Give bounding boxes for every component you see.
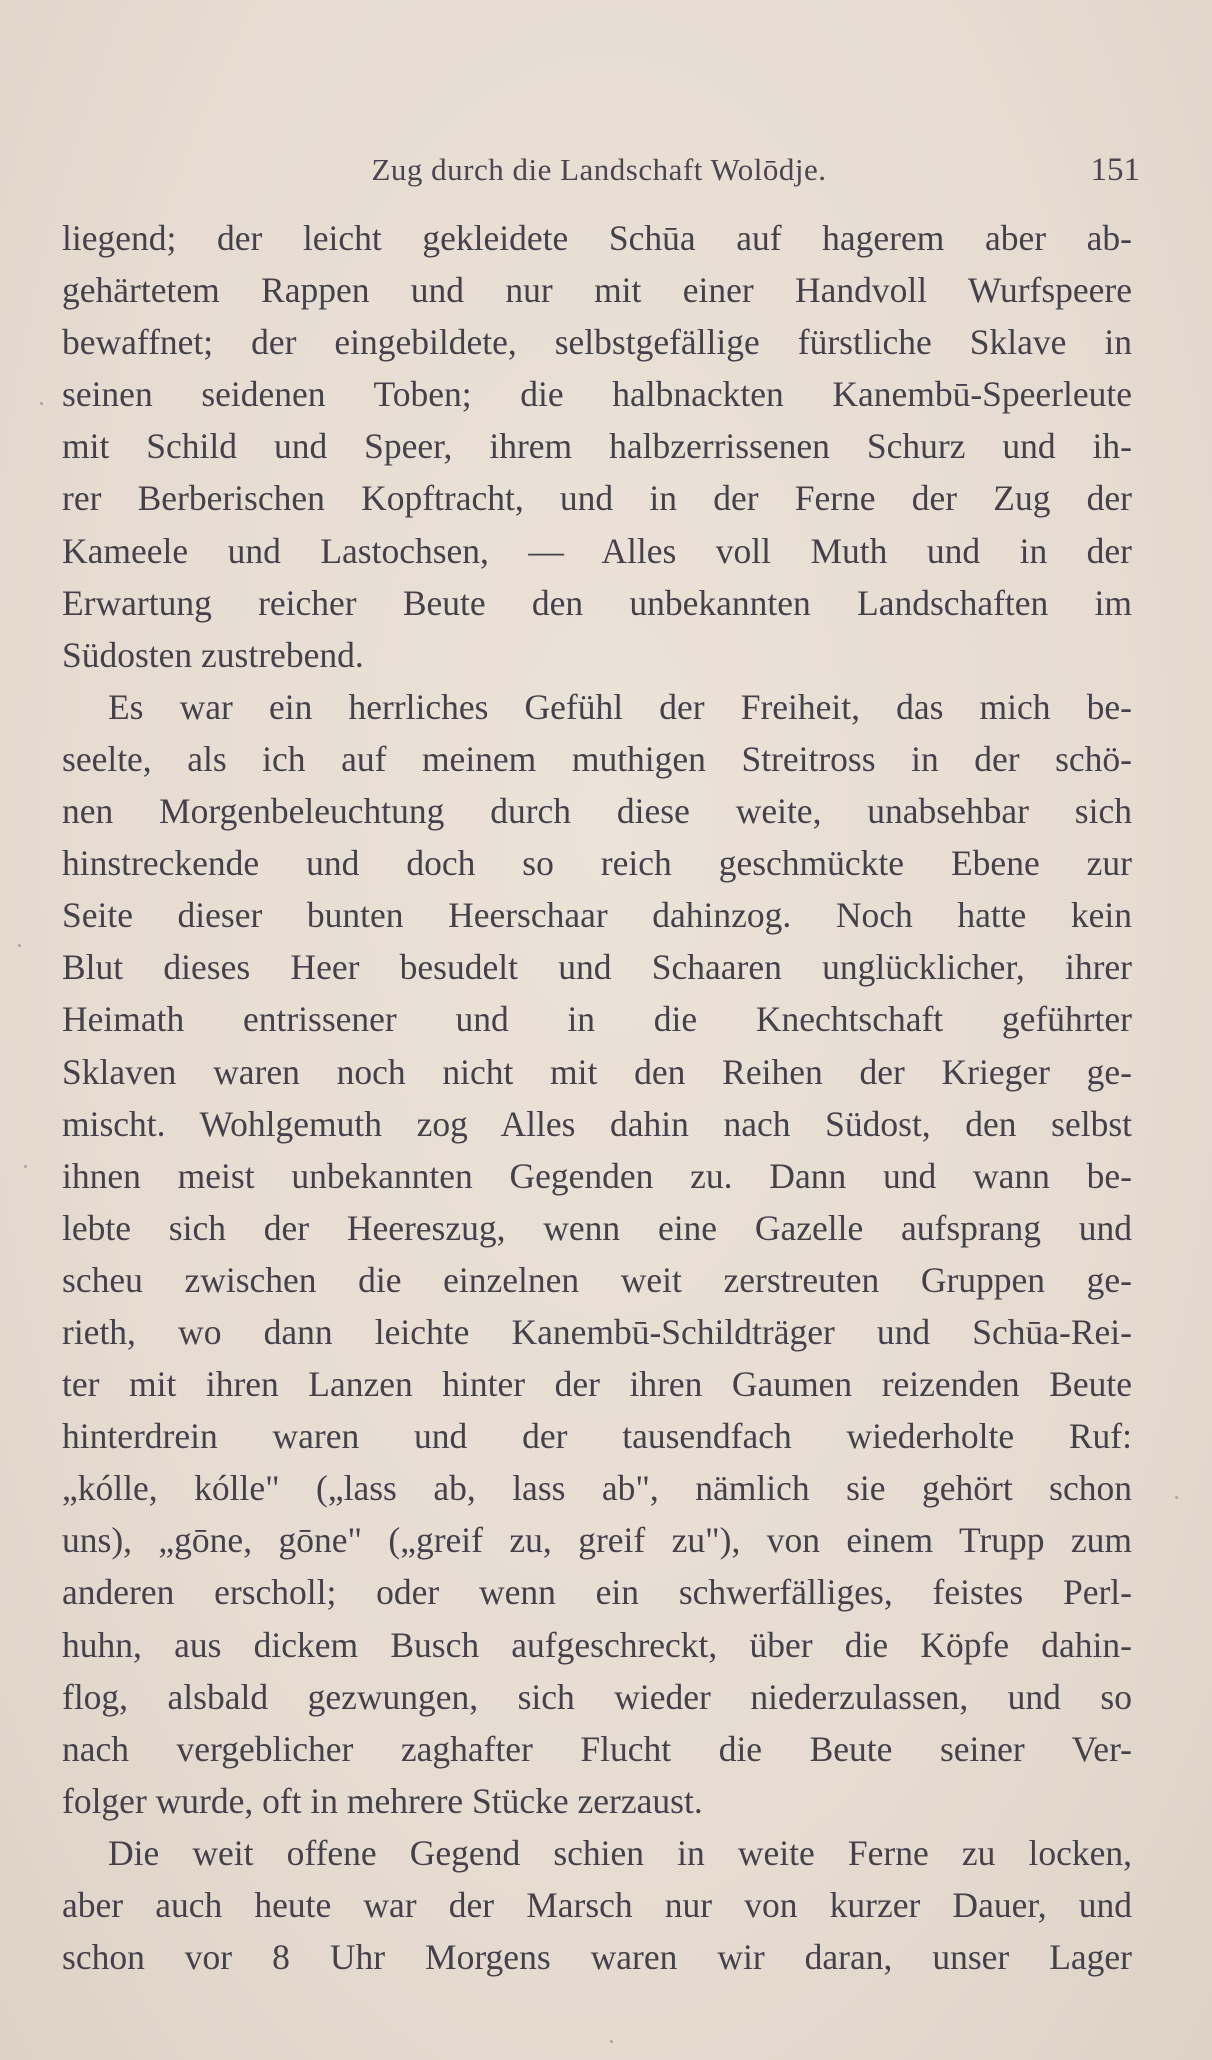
text-line: hinterdrein waren und der tausendfach wiederholte Ruf: bbox=[62, 1416, 1132, 1457]
text-line: seelte, als ich auf meinem muthigen Streitross in der schö- bbox=[62, 738, 1132, 779]
text-line: Seite dieser bunten Heerschaar dahinzog. Noch hatte kein bbox=[62, 895, 1132, 936]
text-line: „kólle, kólle" („lass ab, lass ab", nämlich sie gehört schon bbox=[62, 1468, 1132, 1509]
text-line: anderen erscholl; oder wenn ein schwerfälliges, feistes Perl- bbox=[62, 1572, 1132, 1613]
paper-speck bbox=[40, 402, 43, 405]
running-title: Zug durch die Landschaft Wolōdje. bbox=[371, 152, 827, 187]
text-line: liegend; der leicht gekleidete Schūa auf hagerem aber ab- bbox=[62, 218, 1132, 258]
text-line: nen Morgenbeleuchtung durch diese weite, unabsehbar sich bbox=[62, 791, 1132, 832]
text-line: ter mit ihren Lanzen hinter der ihren Gaumen reizenden Beute bbox=[62, 1364, 1132, 1405]
text-line: Südosten zustrebend. bbox=[62, 634, 364, 675]
paper-speck bbox=[610, 2040, 613, 2043]
text-line: mischt. Wohlgemuth zog Alles dahin nach Südost, den selbst bbox=[62, 1103, 1132, 1144]
text-line: mit Schild und Speer, ihrem halbzerrissenen Schurz und ih- bbox=[62, 426, 1132, 467]
text-line: folger wurde, oft in mehrere Stücke zerzaust. bbox=[62, 1780, 703, 1821]
text-line: aber auch heute war der Marsch nur von kurzer Dauer, und bbox=[62, 1885, 1132, 1925]
text-line: uns), „gōne, gōne" („greif zu, greif zu"), von einem Trupp zum bbox=[62, 1520, 1132, 1561]
paper-speck bbox=[18, 944, 21, 947]
running-head bbox=[58, 152, 1140, 202]
text-line: Heimath entrissener und in die Knechtschaft geführter bbox=[62, 999, 1132, 1040]
paper-speck bbox=[1175, 1496, 1178, 1499]
text-line: bewaffnet; der eingebildete, selbstgefällige fürstliche Sklave in bbox=[62, 322, 1132, 363]
text-line: Die weit offene Gegend schien in weite Ferne zu locken, bbox=[108, 1832, 1132, 1873]
text-line: rer Berberischen Kopftracht, und in der Ferne der Zug der bbox=[62, 478, 1132, 519]
text-line: nach vergeblicher zaghafter Flucht die Beute seiner Ver- bbox=[62, 1728, 1132, 1769]
text-line: Es war ein herrliches Gefühl der Freiheit, das mich be- bbox=[108, 686, 1132, 727]
body-text bbox=[62, 212, 1132, 1983]
text-line: schon vor 8 Uhr Morgens waren wir daran, unser Lager bbox=[62, 1937, 1132, 1978]
text-line: rieth, wo dann leichte Kanembū-Schildträger und Schūa-Rei- bbox=[62, 1311, 1132, 1352]
text-line: Kameele und Lastochsen, — Alles voll Muth und in der bbox=[62, 530, 1132, 571]
paper-speck bbox=[24, 1165, 27, 1168]
text-line: ihnen meist unbekannten Gegenden zu. Dann und wann be- bbox=[62, 1155, 1132, 1196]
text-line: Sklaven waren noch nicht mit den Reihen der Krieger ge- bbox=[62, 1051, 1132, 1092]
text-line: lebte sich der Heereszug, wenn eine Gazelle aufsprang und bbox=[62, 1207, 1132, 1248]
text-line: flog, alsbald gezwungen, sich wieder niederzulassen, und so bbox=[62, 1676, 1132, 1717]
text-line: gehärtetem Rappen und nur mit einer Handvoll Wurfspeere bbox=[62, 270, 1132, 311]
text-line: huhn, aus dickem Busch aufgeschreckt, über die Köpfe dahin- bbox=[62, 1624, 1132, 1665]
text-line: Erwartung reicher Beute den unbekannten Landschaften im bbox=[62, 582, 1132, 623]
text-line: Blut dieses Heer besudelt und Schaaren unglücklicher, ihrer bbox=[62, 947, 1132, 988]
text-line: hinstreckende und doch so reich geschmückte Ebene zur bbox=[62, 843, 1132, 884]
text-line: seinen seidenen Toben; die halbnackten Kanembū-Speerleute bbox=[62, 374, 1132, 415]
text-line: scheu zwischen die einzelnen weit zerstreuten Gruppen ge- bbox=[62, 1259, 1132, 1300]
page-number: 151 bbox=[1090, 152, 1140, 188]
